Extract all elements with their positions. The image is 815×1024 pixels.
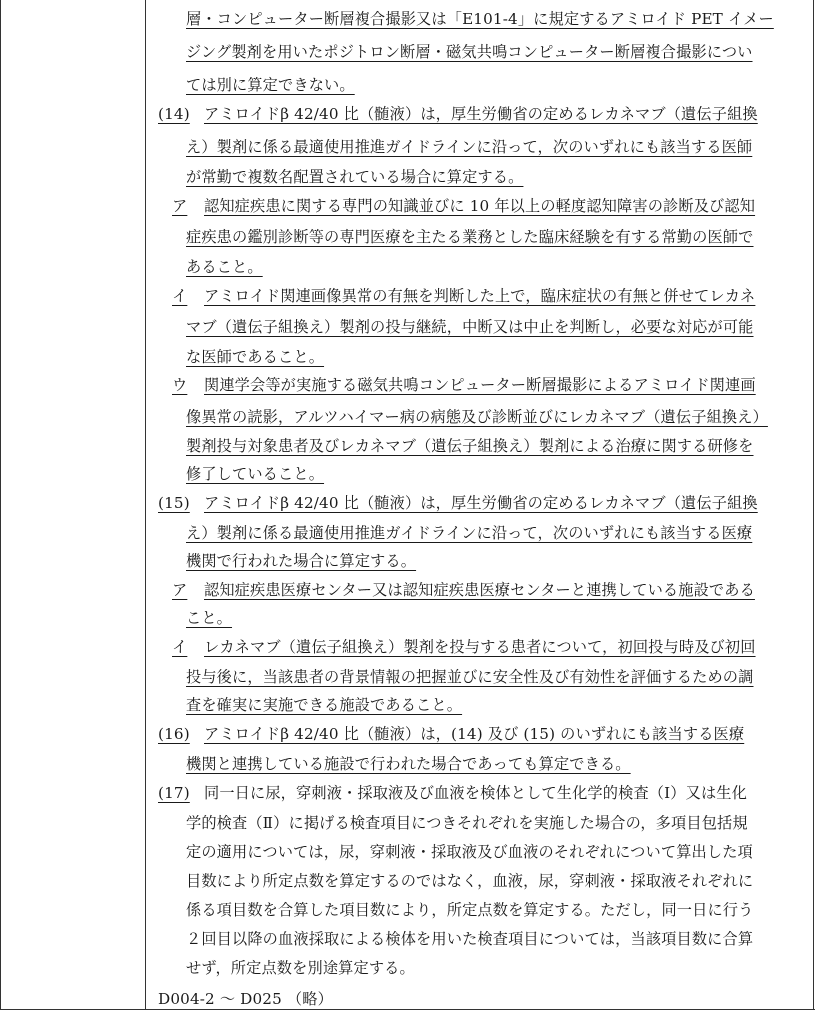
text-line: 係る項目数を合算した項目数により，所定点数を算定する。ただし，同一日に行う (186, 901, 754, 919)
text-line: な医師であること。 (186, 348, 325, 366)
text-line: 査を確実に実施できる施設であること。 (186, 696, 463, 714)
table-border-left (0, 0, 1, 1010)
text-line: ジング製剤を用いたポジトロン断層・磁気共鳴コンピューター断層複合撮影につい (186, 43, 753, 61)
text-line: アミロイドβ 42/40 比（髄液）は，厚生労働省の定めるレカネマブ（遺伝子組換 (204, 105, 758, 123)
text-line: え）製剤に係る最適使用推進ガイドラインに沿って，次のいずれにも該当する医師 (186, 138, 753, 156)
text-line: え）製剤に係る最適使用推進ガイドラインに沿って，次のいずれにも該当する医療 (186, 524, 753, 542)
text-line: 像異常の読影，アルツハイマー病の病態及び診断並びにレカネマブ（遺伝子組換え） (186, 408, 768, 426)
text-line: 修了していること。 (186, 465, 325, 483)
item-number: イ (172, 287, 188, 305)
text-line: が常勤で複数名配置されている場合に算定する。 (186, 168, 524, 186)
text-line: 機関で行われた場合に算定する。 (186, 552, 417, 570)
text-line: 製剤投与対象患者及びレカネマブ（遺伝子組換え）製剤による治療に関する研修を (186, 437, 754, 455)
text-line: せず，所定点数を別途算定する。 (186, 959, 415, 977)
item-number: ア (172, 197, 188, 215)
table-column-divider (145, 0, 146, 1010)
text-line: 目数により所定点数を算定するのではなく，血液，尿，穿刺液・採取液それぞれに (186, 872, 754, 890)
text-line: アミロイドβ 42/40 比（髄液）は，(14) 及び (15) のいずれにも該当する医療 (204, 725, 745, 743)
item-number: ウ (172, 376, 188, 394)
text-line: ２回目以降の血液採取による検体を用いた検査項目については，当該項目数に合算 (186, 930, 754, 948)
text-line: こと。 (186, 609, 233, 627)
item-number: (17) (158, 784, 190, 802)
text-line: 投与後に，当該患者の背景情報の把握並びに安全性及び有効性を評価するための調 (186, 668, 754, 686)
text-line: 関連学会等が実施する磁気共鳴コンピューター断層撮影によるアミロイド関連画 (204, 376, 756, 394)
text-line: 機関と連携している施設で行われた場合であっても算定できる。 (186, 755, 631, 773)
item-number: (15) (158, 494, 190, 512)
text-line: 層・コンピューター断層複合撮影又は「E101-4」に規定するアミロイド PET イメー (186, 10, 774, 28)
text-line: 同一日に尿，穿刺液・採取液及び血液を検体として生化学的検査（Ⅰ）又は生化 (204, 784, 747, 802)
item-number: (14) (158, 105, 190, 123)
section-range-omitted: D004-2 ～ D025 （略） (158, 990, 333, 1008)
text-line: マブ（遺伝子組換え）製剤の投与継続，中断又は中止を判断し，必要な対応が可能 (186, 318, 754, 336)
table-border-bottom (0, 1009, 815, 1010)
text-line: アミロイド関連画像異常の有無を判断した上で，臨床症状の有無と併せてレカネ (204, 287, 756, 305)
text-line: レカネマブ（遺伝子組換え）製剤を投与する患者について，初回投与時及び初回 (204, 638, 756, 656)
item-number: ア (172, 581, 188, 599)
text-line: 学的検査（Ⅱ）に掲げる検査項目につきそれぞれを実施した場合の，多項目包括規 (186, 814, 748, 832)
text-line: あること。 (186, 258, 263, 276)
text-line: 認知症疾患医療センター又は認知症疾患医療センターと連携している施設である (204, 581, 755, 599)
item-number: イ (172, 638, 188, 656)
text-line: 認知症疾患に関する専門の知識並びに 10 年以上の軽度認知障害の診断及び認知 (204, 197, 756, 215)
table-border-right (813, 0, 814, 1010)
text-line: アミロイドβ 42/40 比（髄液）は，厚生労働省の定めるレカネマブ（遺伝子組換 (204, 494, 758, 512)
item-number: (16) (158, 725, 190, 743)
text-line: 定の適用については，尿，穿刺液・採取液及び血液のそれぞれについて算出した項 (186, 843, 753, 861)
text-line: ては別に算定できない。 (186, 76, 355, 94)
text-line: 症疾患の鑑別診断等の専門医療を主たる業務とした臨床経験を有する常勤の医師で (186, 228, 754, 246)
